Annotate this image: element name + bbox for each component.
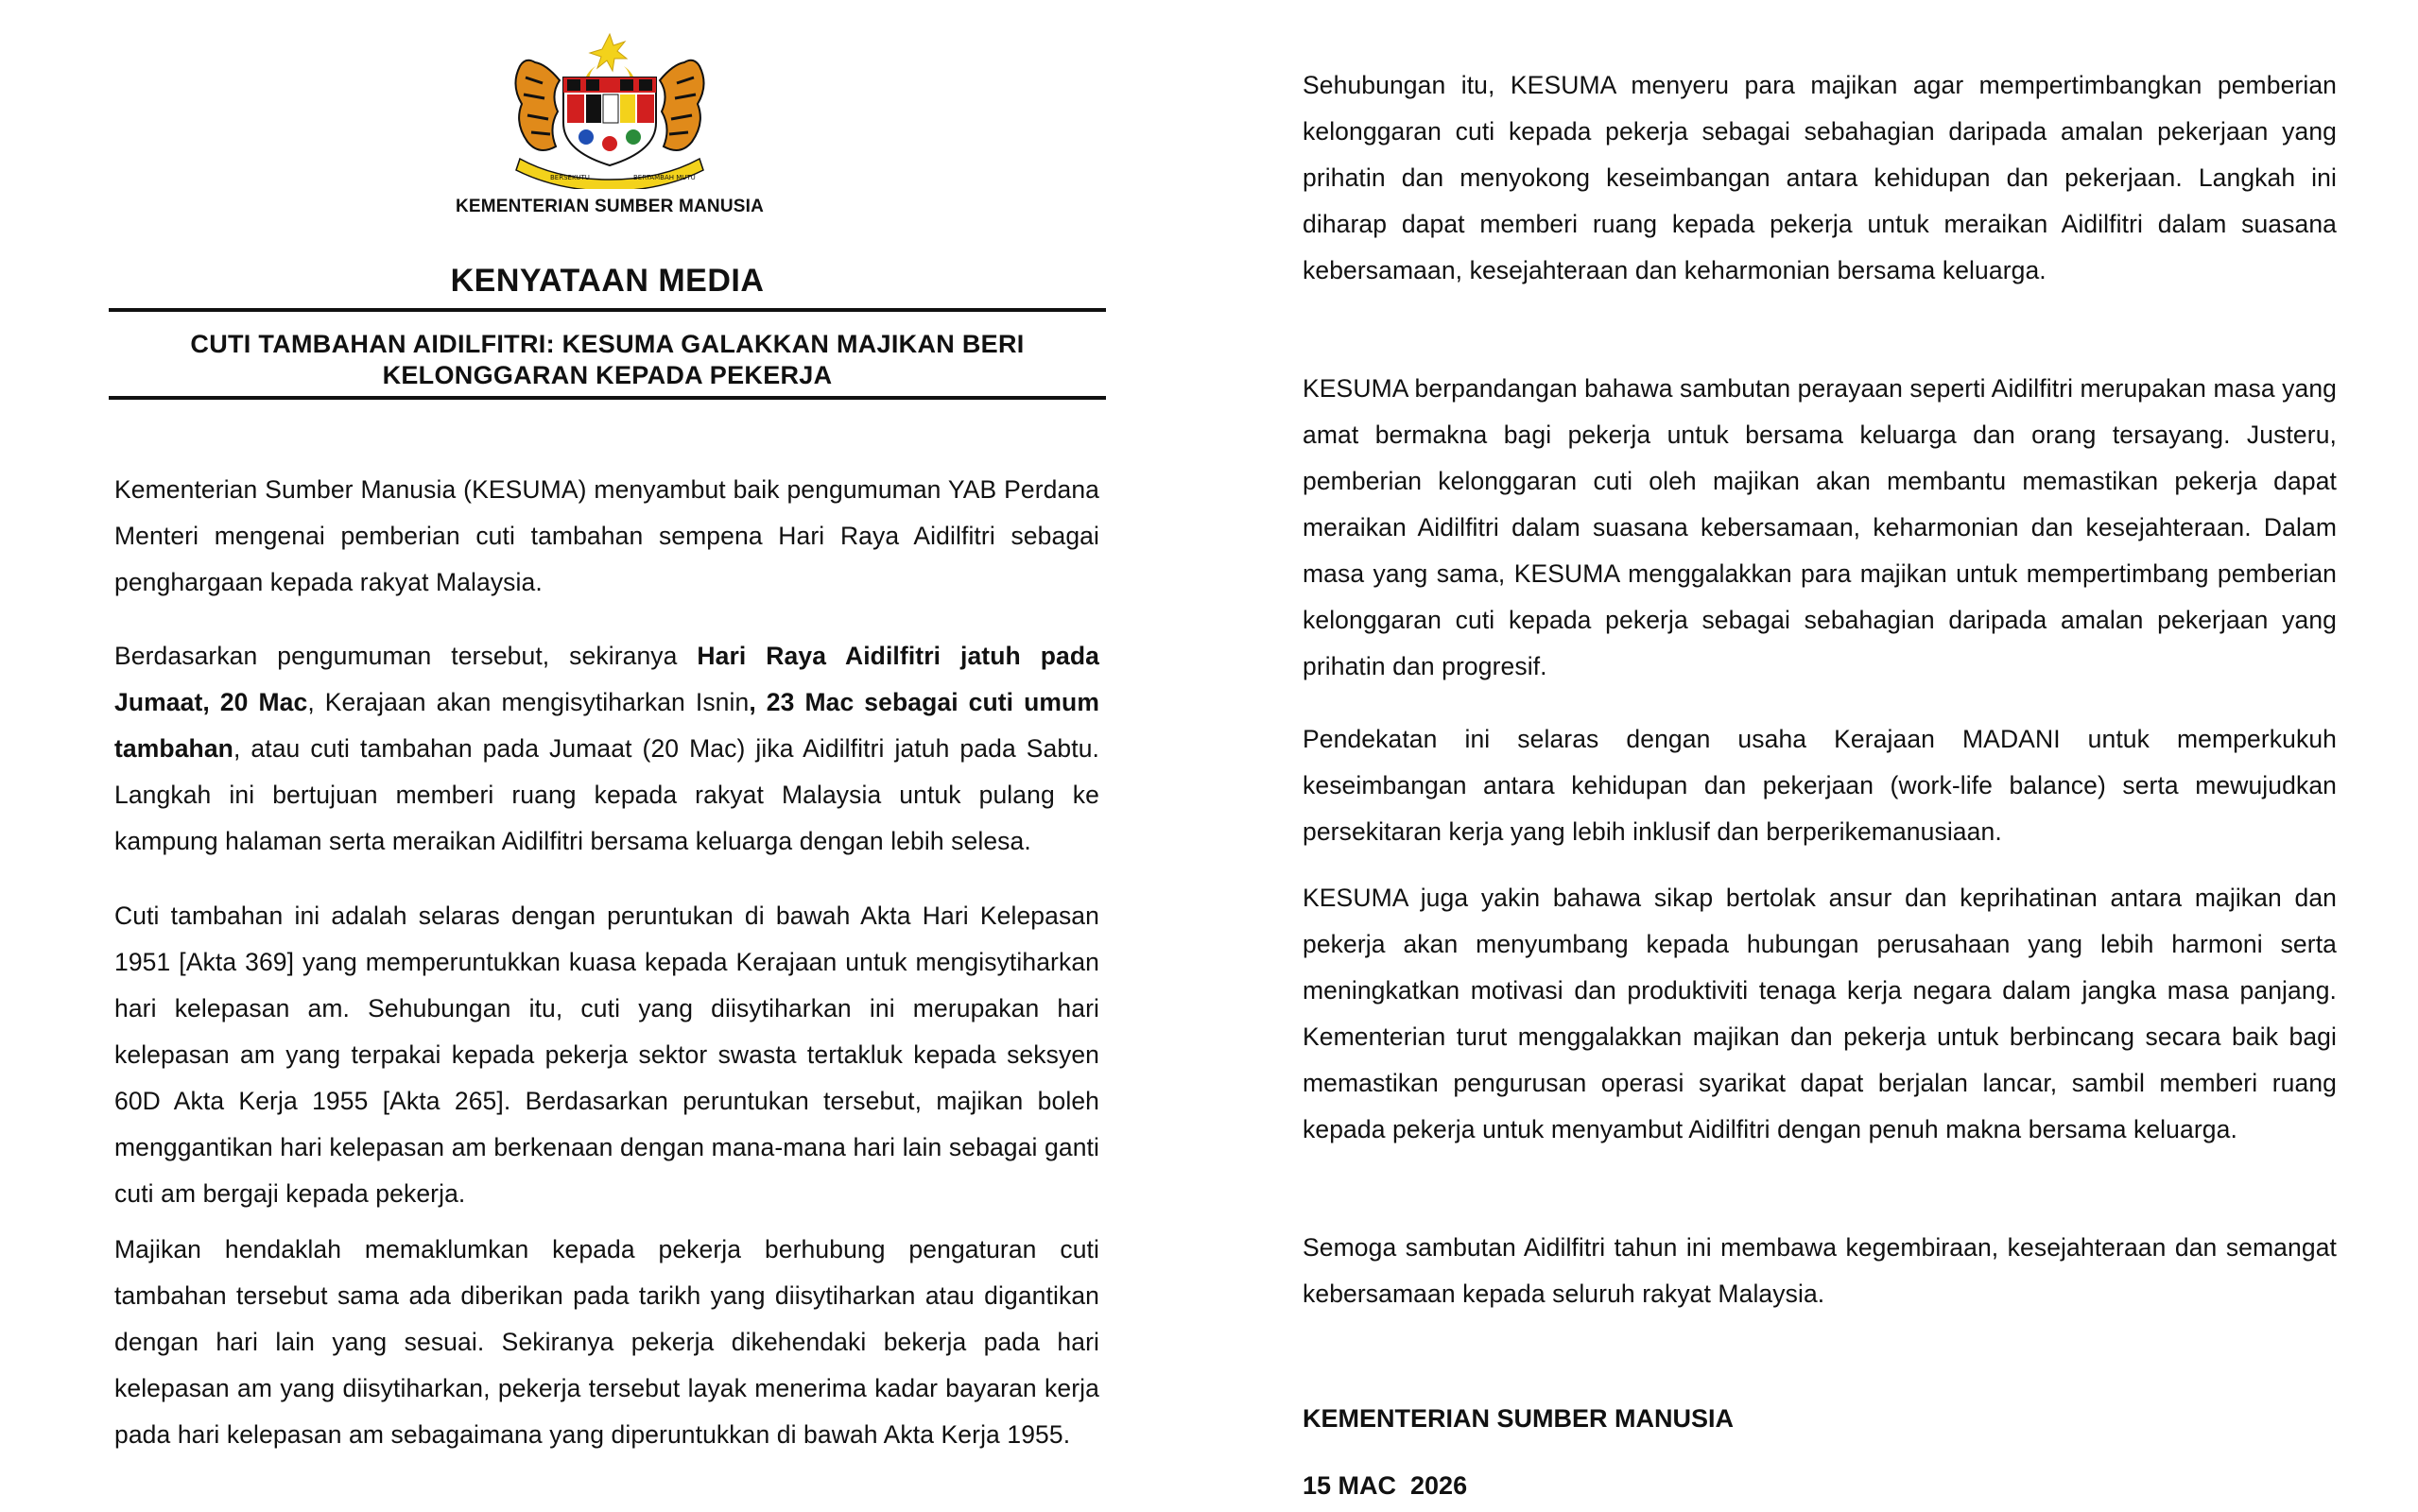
headline-line-1: CUTI TAMBAHAN AIDILFITRI: KESUMA GALAKKAN MAJIKAN BERI (190, 330, 1025, 358)
letterhead (113, 28, 1106, 217)
coat-of-arms-icon (501, 28, 718, 189)
page-title: KENYATAAN MEDIA (450, 263, 765, 299)
headline-line-2: KELONGGARAN KEPADA PEKERJA (382, 361, 833, 389)
heading-rule-bottom (109, 396, 1106, 400)
release-date: 15 MAC 2026 (1303, 1471, 1468, 1500)
paragraph-6: KESUMA berpandangan bahawa sambutan perayaan seperti Aidilfitri merupakan masa yang amat bermakna bagi pekerja untuk bersama keluarga dan orang tersayang. Justeru, pemberian kelonggaran cuti oleh majikan akan membantu memastikan pekerja dapat meraikan Aidilfitri dalam suasana kebersamaan, keharmonian dan kesejahteraan. Dalam masa yang sama, KESUMA menggalakkan para majikan untuk mempertimbang pemberian kelonggaran cuti kepada pekerja sebagai sebahagian daripada amalan pekerjaan yang prihatin dan progresif. (1303, 374, 2337, 680)
paragraph-1: Kementerian Sumber Manusia (KESUMA) menyambut baik pengumuman YAB Perdana Menteri mengenai pemberian cuti tambahan sempena Hari Raya Aidilfitri sebagai penghargaan kepada rakyat Malaysia. (114, 475, 1099, 596)
paragraph-7: Pendekatan ini selaras dengan usaha Kerajaan MADANI untuk memperkukuh keseimbangan antara kehidupan dan pekerjaan (work-life balance) serta mewujudkan persekitaran kerja yang lebih inklusif dan berperikemanusiaan. (1303, 725, 2337, 846)
paragraph-2-bold-holiday: , 23 Mac sebagai cuti umum tambahan (114, 688, 1100, 763)
paragraph-5: Sehubungan itu, KESUMA menyeru para majikan agar mempertimbangkan pemberian kelonggaran cuti kepada pekerja sebagai sebahagian daripada amalan pekerjaan yang prihatin dan menyokong keseimbangan antara kehidupan dan pekerjaan. Langkah ini diharap dapat memberi ruang kepada pekerja untuk meraikan Aidilfitri dalam suasana kebersamaan, kesejahteraan dan keharmonian bersama keluarga. (1303, 71, 2337, 284)
paragraph-8: KESUMA juga yakin bahawa sikap bertolak ansur dan keprihatinan antara majikan dan pekerja akan menyumbang kepada hubungan perusahaan yang lebih harmoni serta meningkatkan motivasi dan produktiviti tenaga kerja negara dalam jangka masa panjang. Kementerian turut menggalakkan majikan dan pekerja untuk berbincang secara baik bagi memastikan pengurusan operasi syarikat dapat berjalan lancar, sambil memberi ruang kepada pekerja untuk menyambut Aidilfitri dengan penuh makna bersama keluarga. (1303, 884, 2337, 1143)
headline (109, 329, 1106, 391)
paragraph-9: Semoga sambutan Aidilfitri tahun ini membawa kegembiraan, kesejahteraan dan semangat kebersamaan kepada seluruh rakyat Malaysia. (1303, 1233, 2337, 1308)
ministry-name: KEMENTERIAN SUMBER MANUSIA (455, 197, 765, 216)
paragraph-2-part-3: , atau cuti tambahan pada Jumaat (20 Mac) jika Aidilfitri jatuh pada Sabtu. Langkah ini bertujuan memberi ruang kepada rakyat Malaysia untuk pulang ke kampung halaman serta meraikan Aidilfitri bersama keluarga dengan lebih selesa. (114, 734, 1099, 855)
paragraph-2-part-1: Berdasarkan pengumuman tersebut, sekiranya (114, 642, 698, 670)
signoff-ministry: KEMENTERIAN SUMBER MANUSIA (1303, 1404, 1735, 1433)
crest-scroll-left: BERSEKUTU (550, 174, 590, 181)
paragraph-2 (114, 633, 1099, 865)
paragraph-2-part-2: , Kerajaan akan mengisytiharkan Isnin (307, 688, 750, 716)
paragraph-3: Cuti tambahan ini adalah selaras dengan peruntukan di bawah Akta Hari Kelepasan 1951 [Akta 369] yang memperuntukkan kuasa kepada Kerajaan untuk mengisytiharkan hari kelepasan am. Sehubungan itu, cuti yang diisytiharkan ini merupakan hari kelepasan am yang terpakai kepada pekerja sektor swasta tertakluk kepada seksyen 60D Akta Kerja 1955 [Akta 265]. Berdasarkan peruntukan tersebut, majikan boleh menggantikan hari kelepasan am berkenaan dengan mana-mana hari lain sebagai ganti cuti am bergaji kepada pekerja. (114, 902, 1099, 1208)
heading-rule-top (109, 308, 1106, 312)
paragraph-2-bold-date: Hari Raya Aidilfitri jatuh pada Jumaat, 20 Mac (114, 642, 1099, 716)
paragraph-4: Majikan hendaklah memaklumkan kepada pekerja berhubung pengaturan cuti tambahan tersebut sama ada diberikan pada tarikh yang diisytiharkan atau digantikan dengan hari lain yang sesuai. Sekiranya pekerja dikehendaki bekerja pada hari kelepasan am yang diisytiharkan, pekerja tersebut layak menerima kadar bayaran kerja pada hari kelepasan am sebagaimana yang diperuntukkan di bawah Akta Kerja 1955. (114, 1235, 1099, 1449)
crest-scroll-right: BERTAMBAH MUTU (633, 174, 696, 181)
